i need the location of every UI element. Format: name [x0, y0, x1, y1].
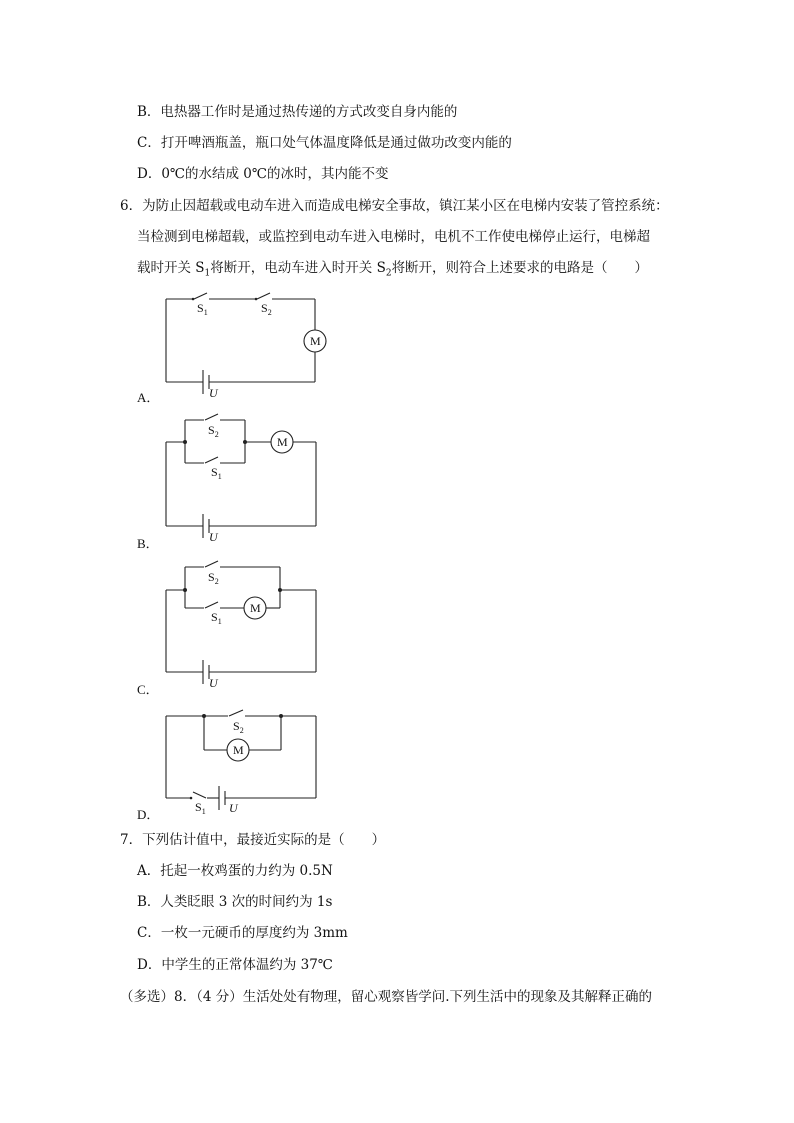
svg-text:M: M — [310, 334, 321, 348]
svg-text:M: M — [277, 435, 288, 449]
svg-text:S1: $S_1$ — [211, 610, 222, 626]
q5-option-d: D．0℃的水结成 0℃的冰时，其内能不变 — [137, 166, 389, 182]
q6-stem-line3: 载时开关 $S_1$将断开，电动车进入时开关 $S_2$将断开，则符合上述要求的电路是（ ） — [137, 260, 649, 279]
svg-text:S2: $S_2$ — [208, 423, 219, 439]
svg-text:U: U — [209, 530, 218, 544]
q7-stem: 7．下列估计值中，最接近实际的是（ ） — [120, 832, 386, 848]
svg-text:U: U — [209, 676, 218, 690]
svg-text:S1: $S_1$ — [197, 301, 208, 317]
svg-text:S1: $S_1$ — [195, 800, 206, 816]
switch-s2 — [205, 561, 218, 567]
switch-s2 — [205, 414, 218, 420]
q7-option-c: C．一枚一元硬币的厚度约为 3mm — [137, 925, 348, 941]
circuit-a — [166, 293, 326, 400]
svg-text:S2: $S_2$ — [208, 570, 219, 586]
q7-option-a: A．托起一枚鸡蛋的力约为 0.5N — [137, 863, 333, 879]
circuit-b — [166, 414, 316, 544]
circuit-d — [166, 710, 316, 816]
q7-option-d: D．中学生的正常体温约为 37℃ — [137, 957, 333, 973]
q7-option-b: B．人类眨眼 3 次的时间约为 1s — [137, 894, 333, 910]
q8-stem: （多选）8．（4 分）生活处处有物理，留心观察皆学问.下列生活中的现象及其解释正确的 — [120, 989, 653, 1005]
switch-s2 — [229, 710, 243, 716]
svg-text:S2: $S_2$ — [233, 719, 244, 735]
q5-option-b: B．电热器工作时是通过热传递的方式改变自身内能的 — [137, 104, 458, 120]
svg-text:S2: $S_2$ — [261, 301, 272, 317]
svg-text:M: M — [250, 601, 261, 615]
svg-text:U: U — [209, 386, 218, 400]
svg-text:U: U — [229, 801, 238, 815]
q6-option-b-label: B． — [137, 536, 159, 551]
switch-s2 — [257, 293, 270, 299]
q6-option-c-label: C． — [137, 682, 159, 697]
svg-text:S1: $S_1$ — [211, 465, 222, 481]
q5-option-c: C．打开啤酒瓶盖，瓶口处气体温度降低是通过做功改变内能的 — [137, 135, 512, 151]
switch-s1 — [205, 457, 218, 463]
svg-text:M: M — [233, 743, 244, 757]
switch-s1 — [205, 602, 218, 608]
switch-s1 — [194, 293, 207, 299]
q6-stem-line1: 6．为防止因超载或电动车进入而造成电梯安全事故，镇江某小区在电梯内安装了管控系统： — [120, 198, 669, 214]
switch-s1 — [193, 792, 206, 798]
circuit-c — [166, 561, 316, 690]
q6-option-a-label: A． — [137, 390, 160, 405]
q6-option-d-label: D． — [137, 807, 160, 822]
q6-stem-line2: 当检测到电梯超载，或监控到电动车进入电梯时，电机不工作使电梯停止运行，电梯超 — [137, 229, 650, 245]
